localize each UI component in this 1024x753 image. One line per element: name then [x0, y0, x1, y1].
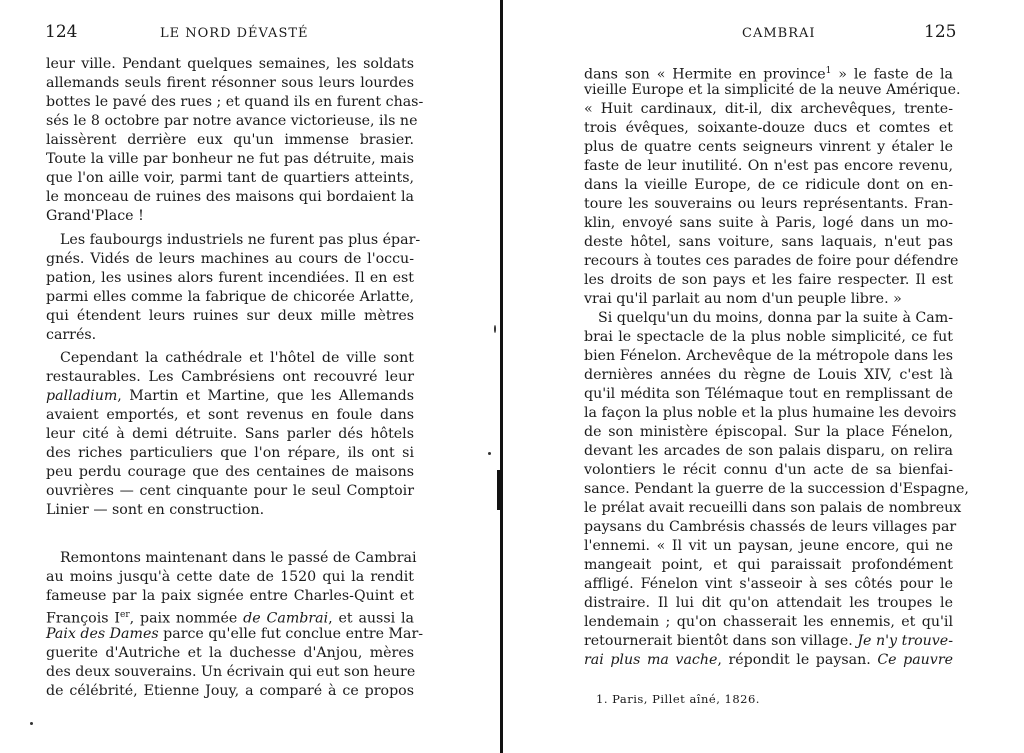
text-line: François Ier, paix nommée de Cambrai, et aussi la — [46, 610, 414, 627]
text-line: devant les arcades de son palais disparu, on relira — [584, 443, 953, 459]
text-line: Cependant la cathédrale et l'hôtel de ville sont — [60, 350, 414, 366]
text-line: que l'on aille voir, parmi tant de quartiers atteints, — [46, 170, 414, 186]
text-line: toure les souverains ou leurs représentants. Fran- — [584, 196, 953, 212]
text-line: recours à toutes ces parades de foire pour défendre — [584, 253, 959, 269]
text-line: allemands seuls firent résonner sous leurs lourdes — [46, 75, 414, 91]
ink-speck — [488, 452, 491, 455]
text-line: des riches particuliers que l'on répare, ils ont si — [46, 445, 414, 461]
text-line: brai le spectacle de la plus noble simplicité, ce fut — [584, 329, 953, 345]
text-line: vieille Europe et la simplicité de la neuve Amérique. — [584, 82, 961, 98]
text-line: qui étendent leurs ruines sur deux mille mètres — [46, 308, 414, 324]
text-line: rai plus ma vache, répondit le paysan. Ce pauvre — [584, 652, 954, 668]
text-line: dans la vieille Europe, de ce ridicule dont on en- — [584, 177, 953, 193]
ink-speck — [494, 325, 496, 333]
text-line: trois évêques, soixante-douze ducs et comtes et — [584, 120, 953, 136]
text-line: mangeait point, et qui paraissait profondément — [584, 557, 953, 573]
text-line: faste de leur inutilité. On n'est pas encore revenu, — [584, 158, 953, 174]
text-line: « Huit cardinaux, dit-il, dix archevêques, trente- — [584, 101, 953, 117]
text-line: dernières années du règne de Louis XIV, c'est là — [584, 367, 953, 383]
text-line: fameuse par la paix signée entre Charles-Quint et — [46, 588, 414, 604]
text-line: des deux souverains. Un écrivain qui eut son heure — [46, 664, 416, 680]
text-line: Toute la ville par bonheur ne fut pas détruite, mais — [46, 151, 414, 167]
text-line: plus de quatre cents seigneurs vinrent y étaler le — [584, 139, 953, 155]
text-line: deste hôtel, sans voiture, sans laquais, n'eut pas — [584, 234, 953, 250]
left-page-number: 124 — [45, 22, 78, 42]
text-line: leur cité à demi détruite. Sans parler dés hôtels — [46, 426, 414, 442]
text-line: ouvrières — cent cinquante pour le seul Comptoir — [46, 483, 414, 499]
text-line: klin, envoyé sans suite à Paris, logé dans un mo- — [584, 215, 953, 231]
text-line: volontiers le récit connu d'un acte de sa bienfai- — [584, 462, 953, 478]
text-line: avaient emportés, et sont revenus en foule dans — [46, 407, 414, 423]
text-line: gnés. Vidés de leurs machines au cours de l'occu- — [46, 251, 414, 267]
text-line: laissèrent derrière eux qu'un immense brasier. — [46, 132, 414, 148]
left-page — [0, 0, 500, 753]
gutter-mark — [497, 470, 500, 510]
text-line: les droits de son pays et les faire respecter. Il est — [584, 272, 953, 288]
text-line: Les faubourgs industriels ne furent pas plus épar- — [60, 232, 421, 248]
right-page — [504, 0, 1024, 753]
text-line: la façon la plus noble et la plus humaine les devoirs — [584, 405, 957, 421]
text-line: l'ennemi. « Il vit un paysan, jeune encore, qui ne — [584, 538, 953, 554]
text-line: Si quelqu'un du moins, donna par la suite à Cam- — [598, 310, 953, 326]
text-line: le prélat avait recueilli dans son palais de nombreux — [584, 500, 962, 516]
text-line: de célébrité, Etienne Jouy, a comparé à ce propos — [46, 683, 414, 699]
text-line: de son ministère épiscopal. Sur la place Fénelon, — [584, 424, 953, 440]
text-line: palladium, Martin et Martine, que les Allemands — [46, 388, 414, 404]
text-line: Paix des Dames parce qu'elle fut conclue entre Mar- — [46, 626, 424, 642]
text-line: Linier — sont en construction. — [46, 502, 265, 518]
text-line: bottes le pavé des rues ; et quand ils en furent chas- — [46, 94, 424, 110]
text-line: guerite d'Autriche et la duchesse d'Anjou, mères — [46, 645, 414, 661]
text-line: leur ville. Pendant quelques semaines, les soldats — [46, 56, 414, 72]
text-line: Grand'Place ! — [46, 208, 144, 224]
text-line: distraire. Il lui dit qu'on attendait les troupes le — [584, 595, 953, 611]
left-running-head: LE NORD DÉVASTÉ — [160, 26, 309, 41]
text-line: bien Fénelon. Archevêque de la métropole dans les — [584, 348, 953, 364]
text-line: carrés. — [46, 327, 97, 343]
text-line: le monceau de ruines des maisons qui bordaient la — [46, 189, 414, 205]
text-line: pation, les usines alors furent incendiées. Il en est — [46, 270, 414, 286]
text-line: peu perdu courage que des centaines de maisons — [46, 464, 414, 480]
footnote: 1. Paris, Pillet aîné, 1826. — [596, 692, 760, 706]
text-line: restaurables. Les Cambrésiens ont recouvré leur — [46, 369, 414, 385]
right-running-head: CAMBRAI — [742, 26, 816, 41]
text-line: vrai qu'il parlait au nom d'un peuple libre. » — [584, 291, 902, 307]
book-gutter — [500, 0, 503, 753]
text-line: sés le 8 octobre par notre avance victorieuse, ils ne — [46, 113, 418, 129]
text-line: lendemain ; qu'on chasserait les ennemis, et qu'il — [584, 614, 953, 630]
ink-speck — [30, 722, 33, 725]
text-line: qu'il médita son Télémaque tout en remplissant de — [584, 386, 953, 402]
text-line: au moins jusqu'à cette date de 1520 qui la rendit — [46, 569, 414, 585]
text-line: parmi elles comme la fabrique de chicorée Arlatte, — [46, 289, 414, 305]
text-line: retournerait bientôt dans son village. Je n'y trouve- — [584, 633, 953, 649]
text-line: affligé. Fénelon vint s'asseoir à ses côtés pour le — [584, 576, 953, 592]
right-page-number: 125 — [924, 22, 957, 42]
text-line: paysans du Cambrésis chassés de leurs villages par — [584, 519, 957, 535]
text-line: dans son « Hermite en province$^1$ » le faste de la — [584, 66, 953, 83]
text-line: sance. Pendant la guerre de la succession d'Espagne, — [584, 481, 969, 497]
text-line: Remontons maintenant dans le passé de Cambrai — [60, 550, 417, 566]
